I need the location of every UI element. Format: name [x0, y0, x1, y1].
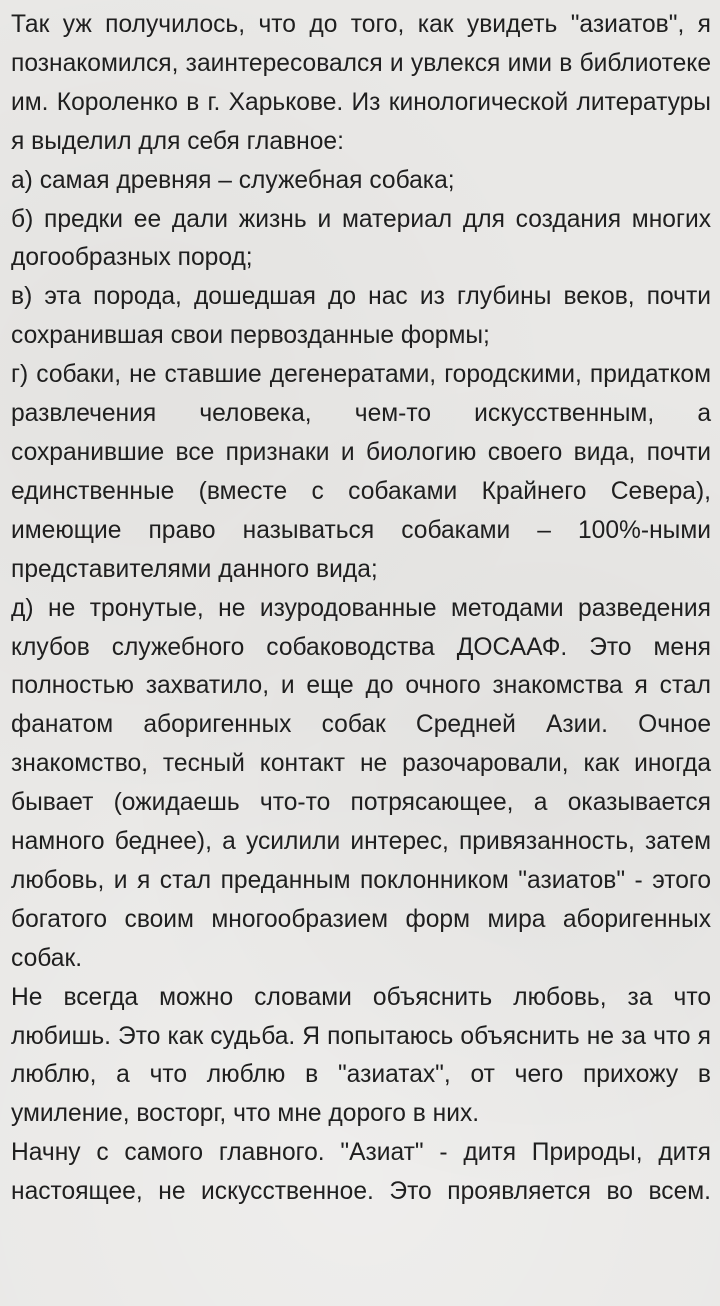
list-item-g: г) собаки, не ставшие дегенератами, городскими, придатком развлечения человека, чем-то искусственным, а сохранившие все признаки и биологию своего вида, почти единственные (вместе с собаками Крайнего Севера), имеющие право называться собаками – 100%-ными представителями данного вида; [11, 361, 711, 583]
list-item-b: б) предки ее дали жизнь и материал для создания многих догообразных пород; [11, 205, 711, 272]
love-paragraph: Не всегда можно словами объяснить любовь, за что любишь. Это как судьба. Я попытаюсь объяснить не за что я люблю, а что люблю в "азиатах", от чего прихожу в умиление, восторг, что мне дорого в них. [11, 983, 711, 1128]
list-item-a: а) самая древняя – служебная собака; [11, 166, 455, 194]
closing-paragraph: Начну с самого главного. "Азиат" - дитя Природы, дитя настоящее, не искусственное. Это проявляется во всем. [11, 1139, 711, 1206]
list-item-v: в) эта порода, дошедшая до нас из глубины веков, почти сохранившая свои первозданные формы; [11, 283, 711, 350]
intro-paragraph: Так уж получилось, что до того, как увидеть "азиатов", я познакомился, заинтересовался и увлекся ими в библиотеке им. Короленко в г. Харькове. Из кинологической литературы я выделил для себя главное: [11, 11, 711, 155]
list-item-d: д) не тронутые, не изуродованные методами разведения клубов служебного собаководства ДОСААФ. Это меня полностью захватило, и еще до очного знакомства я стал фанатом аборигенных собак Средней Азии. Очное знакомство, тесный контакт не разочаровали, как иногда бывает (ожидаешь что-то потрясающее, а оказывается намного беднее), а усилили интерес, привязанность, затем любовь, и я стал преданным поклонником "азиатов" - этого богатого своим многообразием форм мира аборигенных собак. [11, 594, 711, 972]
